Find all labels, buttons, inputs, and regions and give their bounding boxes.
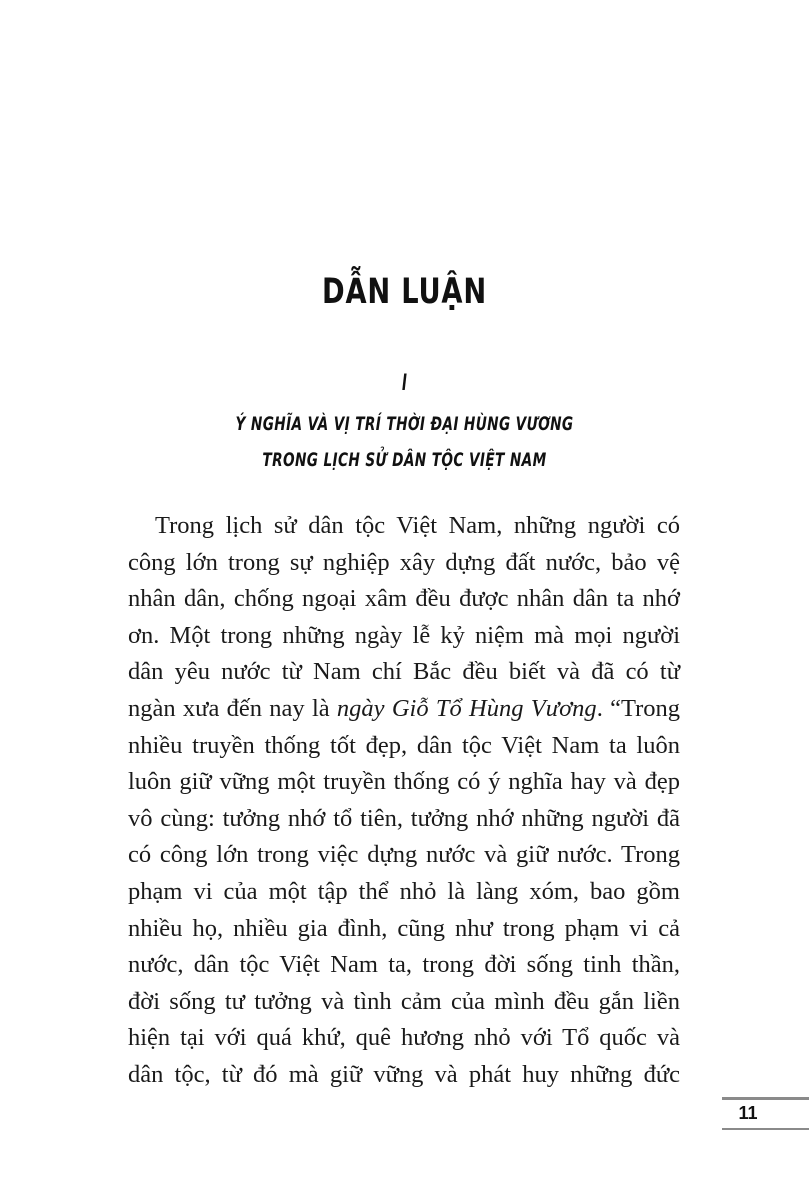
body-line: nhiều truyền thống tốt đẹp, dân tộc Việt Nam ta luôn: [128, 731, 680, 759]
footer-rule-top: [722, 1097, 809, 1100]
body-line: hiện tại với quá khứ, quê hương nhỏ với Tổ quốc và: [128, 1024, 680, 1052]
body-line: phạm vi của một tập thể nhỏ là làng xóm, bao gồm: [128, 877, 680, 905]
section-heading-line-2: TRONG LỊCH SỬ DÂN TỘC VIỆT NAM: [262, 449, 547, 471]
body-line: đời sống tư tưởng và tình cảm của mình đều gắn liền: [128, 987, 680, 1015]
body-line: công lớn trong sự nghiệp xây dựng đất nước, bảo vệ: [128, 548, 680, 576]
footer-rule-bottom: [722, 1128, 809, 1130]
body-text-run: ngàn xưa đến nay là: [128, 694, 337, 722]
body-line: vô cùng: tưởng nhớ tổ tiên, tưởng nhớ những người đã: [128, 804, 680, 832]
section-number: I: [402, 371, 407, 396]
page-number: 11: [738, 1103, 758, 1123]
body-line: nhân dân, chống ngoại xâm đều được nhân dân ta nhớ: [128, 585, 680, 613]
body-line: có công lớn trong việc dựng nước và giữ nước. Trong: [128, 841, 680, 869]
chapter-title: DẪN LUẬN: [322, 272, 487, 312]
body-line: dân tộc, từ đó mà giữ vững và phát huy những đức: [128, 1060, 680, 1088]
body-line: nhiều họ, nhiều gia đình, cũng như trong phạm vi cả: [128, 914, 680, 942]
body-text-run: . “Trong: [596, 694, 680, 722]
body-line: luôn giữ vững một truyền thống có ý nghĩa hay và đẹp: [128, 768, 680, 796]
body-line: dân yêu nước từ Nam chí Bắc đều biết và đã có từ: [128, 658, 680, 686]
section-heading-line-1: Ý NGHĨA VÀ VỊ TRÍ THỜI ĐẠI HÙNG VƯƠNG: [235, 413, 574, 435]
body-line: ơn. Một trong những ngày lễ kỷ niệm mà mọi người: [128, 621, 680, 649]
emphasized-term: ngày Giỗ Tổ Hùng Vương: [336, 694, 597, 722]
body-line-with-emphasis: [128, 691, 680, 728]
body-line: Trong lịch sử dân tộc Việt Nam, những người có: [155, 512, 680, 539]
body-line: nước, dân tộc Việt Nam ta, trong đời sống tinh thần,: [128, 951, 680, 979]
body-paragraph: [128, 508, 680, 1094]
